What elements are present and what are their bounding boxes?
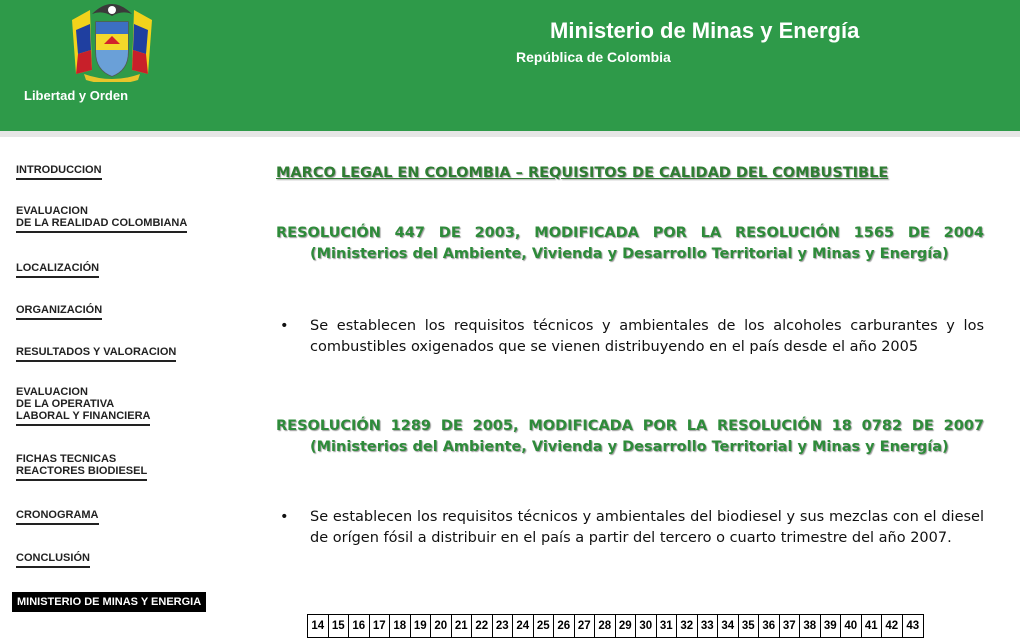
sidebar-item-label-line: RESULTADOS Y VALORACION: [16, 346, 177, 358]
header-divider: [0, 131, 1020, 137]
page-link-42[interactable]: 42: [882, 615, 903, 637]
page-link-16[interactable]: 16: [349, 615, 370, 637]
sidebar-item-label-line: LABORAL Y FINANCIERA: [16, 410, 151, 422]
page-link-19[interactable]: 19: [411, 615, 432, 637]
colombia-coat-of-arms-icon: [62, 0, 162, 82]
sidebar-item-label-line: FICHAS TECNICAS: [16, 453, 117, 465]
sidebar-item-fichas-tecnicas[interactable]: [16, 453, 147, 481]
page-link-14[interactable]: 14: [308, 615, 329, 637]
page-link-29[interactable]: 29: [616, 615, 637, 637]
sidebar-item-label-line: LOCALIZACIÓN: [16, 262, 100, 274]
bullet-text: Se establecen los requisitos técnicos y ambientales del biodiesel y sus mezclas con el diesel de orígen fósil a distribuir en el país a partir del tercero o cuarto trimestre del año 2007.: [310, 509, 984, 546]
resolution-title: RESOLUCIÓN 447 DE 2003, MODIFICADA POR LA RESOLUCIÓN 1565 DE 2004: [276, 225, 984, 241]
sidebar-item-label-line: CRONOGRAMA: [16, 509, 99, 521]
page-link-43[interactable]: 43: [903, 615, 924, 637]
page-link-33[interactable]: 33: [698, 615, 719, 637]
page-link-20[interactable]: 20: [431, 615, 452, 637]
sidebar-item-organizacion[interactable]: [16, 304, 102, 320]
sidebar-item-localizacion[interactable]: [16, 262, 99, 278]
resolution-ministries: (Ministerios del Ambiente, Vivienda y Desarrollo Territorial y Minas y Energía): [310, 246, 949, 262]
resolution-block: [276, 416, 984, 458]
page-link-36[interactable]: 36: [759, 615, 780, 637]
page-link-15[interactable]: 15: [329, 615, 350, 637]
sidebar-item-label-line: INTRODUCCION: [16, 164, 102, 176]
page-link-32[interactable]: 32: [677, 615, 698, 637]
page-link-23[interactable]: 23: [493, 615, 514, 637]
sidebar-item-evaluacion-operativa[interactable]: [16, 386, 150, 426]
page-link-21[interactable]: 21: [452, 615, 473, 637]
page-link-34[interactable]: 34: [718, 615, 739, 637]
page-link-37[interactable]: 37: [780, 615, 801, 637]
sidebar-item-label-line: EVALUACION: [16, 205, 88, 217]
page-link-28[interactable]: 28: [595, 615, 616, 637]
sidebar-item-evaluacion-realidad[interactable]: [16, 205, 187, 233]
sidebar-item-ministerio-active[interactable]: MINISTERIO DE MINAS Y ENERGIA: [12, 592, 206, 612]
sidebar-item-resultados[interactable]: [16, 346, 176, 362]
sidebar-item-label-line: EVALUACION: [16, 386, 88, 398]
page-title: Ministerio de Minas y Energía: [550, 18, 860, 43]
sidebar-item-label-line: REACTORES BIODIESEL: [16, 465, 148, 477]
list-item: [276, 507, 984, 549]
page-link-27[interactable]: 27: [575, 615, 596, 637]
page-navigation: [307, 614, 924, 638]
page-link-24[interactable]: 24: [513, 615, 534, 637]
page-subtitle: República de Colombia: [516, 49, 671, 65]
page-link-22[interactable]: 22: [472, 615, 493, 637]
header-banner: [0, 0, 1020, 131]
page-link-39[interactable]: 39: [821, 615, 842, 637]
page-link-41[interactable]: 41: [862, 615, 883, 637]
sidebar-item-conclusion[interactable]: [16, 552, 90, 568]
page-link-31[interactable]: 31: [657, 615, 678, 637]
page-link-18[interactable]: 18: [390, 615, 411, 637]
resolution-block: [276, 223, 984, 265]
sidebar-item-label-line: DE LA REALIDAD COLOMBIANA: [16, 217, 188, 229]
page-link-35[interactable]: 35: [739, 615, 760, 637]
sidebar-item-label-line: DE LA OPERATIVA: [16, 398, 115, 410]
bullet-text: Se establecen los requisitos técnicos y ambientales de los alcoholes carburantes y los combustibles oxigenados que se vienen distribuyendo en el país desde el año 2005: [310, 318, 984, 355]
resolution-ministries: (Ministerios del Ambiente, Vivienda y Desarrollo Territorial y Minas y Energía): [310, 439, 949, 455]
page-link-38[interactable]: 38: [800, 615, 821, 637]
page-link-17[interactable]: 17: [370, 615, 391, 637]
list-item: [276, 316, 984, 358]
page-link-30[interactable]: 30: [636, 615, 657, 637]
page-link-26[interactable]: 26: [554, 615, 575, 637]
bullet-marker: •: [280, 318, 289, 334]
page-link-25[interactable]: 25: [534, 615, 555, 637]
bullet-marker: •: [280, 509, 289, 525]
section-heading: MARCO LEGAL EN COLOMBIA – REQUISITOS DE CALIDAD DEL COMBUSTIBLE: [276, 165, 889, 181]
resolution-title: RESOLUCIÓN 1289 DE 2005, MODIFICADA POR LA RESOLUCIÓN 18 0782 DE 2007: [276, 418, 984, 434]
sidebar-item-introduccion[interactable]: [16, 164, 102, 180]
sidebar-item-cronograma[interactable]: [16, 509, 99, 525]
motto-text: Libertad y Orden: [24, 88, 129, 103]
page-link-40[interactable]: 40: [841, 615, 862, 637]
sidebar-item-label-line: ORGANIZACIÓN: [16, 304, 103, 316]
sidebar-item-label-line: CONCLUSIÓN: [16, 552, 90, 564]
